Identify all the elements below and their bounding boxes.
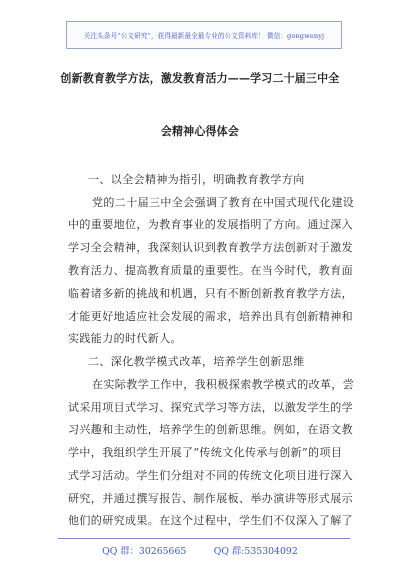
paragraph-line: 临着诸多新的挑战和机遇，只有不断创新教育教学方法， bbox=[68, 287, 353, 300]
paragraph-line: 研究，并通过撰写报告、制作展板、举办演讲等形式展示 bbox=[68, 492, 353, 505]
paragraph-line: 才能更好地适应社会发展的需求，培养出具有创新精神和 bbox=[68, 310, 353, 323]
paragraph-line: 学习全会精神，我深刻认识到教育教学方法创新对于激发 bbox=[68, 241, 353, 254]
document-title-line-1: 创新教育教学方法，激发教育活力——学习二十届三中全 bbox=[60, 71, 340, 85]
footer-qq-group-1: QQ 群：30265665 bbox=[102, 546, 187, 557]
header-banner: 关注头条号“公文研究”，获得最新最全最专业的公文资料库！ 微信：gongwenyj bbox=[66, 21, 342, 49]
footer-qq-group-2: QQ 群:535304092 bbox=[213, 546, 298, 557]
footer-contact bbox=[0, 543, 400, 557]
paragraph-line: 党的二十届三中全会强调了教育在中国式现代化建设 bbox=[92, 196, 355, 209]
paragraph-line: 式学习活动。学生们分组对不同的传统文化项目进行深入 bbox=[68, 469, 353, 482]
paragraph-line: 在实际教学工作中，我积极探索教学模式的改革，尝 bbox=[92, 378, 355, 391]
paragraph-line: 实践能力的时代新人。 bbox=[68, 332, 182, 345]
paragraph-line: 教育活力、提高教育质量的重要性。在当今时代，教育面 bbox=[68, 264, 353, 277]
paragraph-line: 试采用项目式学习、探究式学习等方法，以激发学生的学 bbox=[68, 401, 353, 414]
section-heading-1: 一、以全会精神为指引，明确教育教学方向 bbox=[88, 173, 305, 186]
section-heading-2: 二、深化教学模式改革，培养学生创新思维 bbox=[88, 355, 305, 368]
paragraph-line: 习兴趣和主动性，培养学生的创新思维。例如，在语文教 bbox=[68, 423, 353, 436]
paragraph-line: 中的重要地位，为教育事业的发展指明了方向。通过深入 bbox=[68, 218, 353, 231]
footer-divider bbox=[58, 538, 350, 539]
paragraph-line: 他们的研究成果。在这个过程中，学生们不仅深入了解了 bbox=[68, 514, 353, 527]
paragraph-line: 学中，我组织学生开展了“传统文化传承与创新”的项目 bbox=[68, 446, 343, 459]
document-title-line-2: 会精神心得体会 bbox=[160, 124, 239, 138]
